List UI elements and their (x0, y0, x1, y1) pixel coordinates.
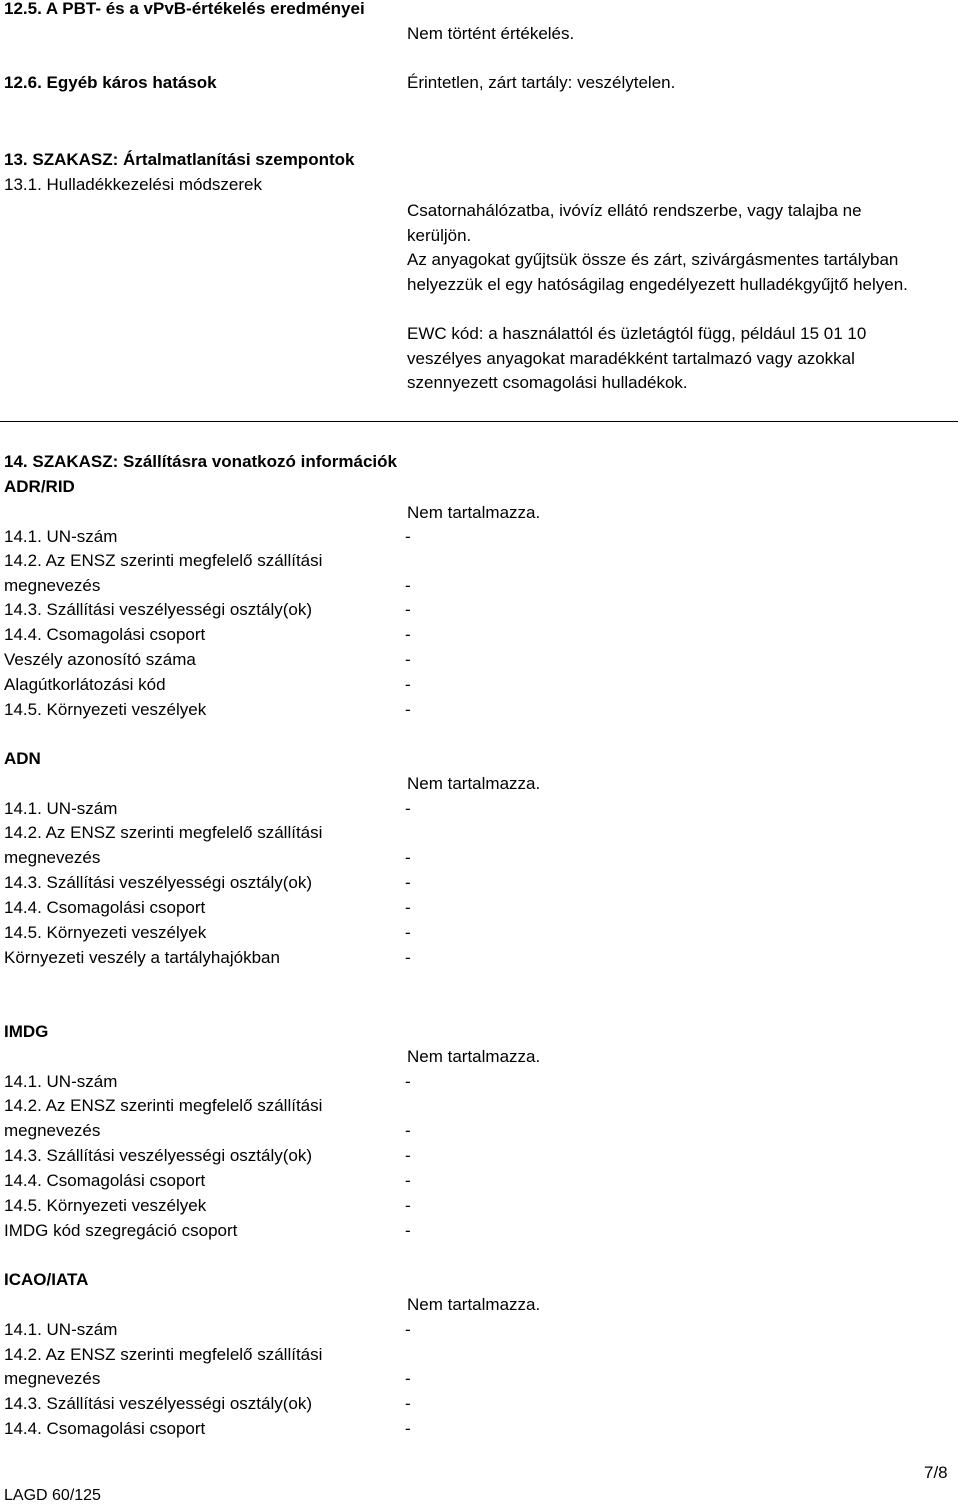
transport-row-label: 14.4. Csomagolási csoport (4, 898, 206, 917)
transport-row-value: - (405, 527, 411, 546)
section-divider (0, 421, 958, 422)
transport-row-value: - (405, 1196, 411, 1215)
transport-row-value: - (405, 1221, 411, 1240)
transport-row-value: - (405, 1394, 411, 1413)
other-effects-value: Érintetlen, zárt tartály: veszélytelen. (407, 73, 676, 92)
transport-row-label: 14.1. UN-szám (4, 527, 118, 546)
ewc-text-line: EWC kód: a használattól és üzletágtól függ, például 15 01 10 (407, 324, 867, 343)
adr-rid-note: Nem tartalmazza. (407, 503, 541, 522)
transport-row-value: - (405, 1072, 411, 1091)
other-effects-label: 12.6. Egyéb káros hatások (4, 73, 217, 92)
section-13-heading: 13. SZAKASZ: Ártalmatlanítási szempontok (4, 150, 355, 169)
adn-title: ADN (4, 749, 41, 768)
transport-row-label: 14.1. UN-szám (4, 1072, 118, 1091)
section-14-heading: 14. SZAKASZ: Szállításra vonatkozó információk (4, 452, 397, 471)
transport-row-label: Veszély azonosító száma (4, 650, 196, 669)
transport-row-label: 14.2. Az ENSZ szerinti megfelelő szállítási (4, 1096, 323, 1115)
ewc-text-line: veszélyes anyagokat maradékként tartalmazó vagy azokkal (407, 349, 855, 368)
transport-row-value: - (405, 948, 411, 967)
transport-row-value: - (405, 1171, 411, 1190)
transport-row-label: 14.3. Szállítási veszélyességi osztály(ok) (4, 1394, 313, 1413)
transport-row-value: - (405, 923, 411, 942)
transport-row-label: 14.3. Szállítási veszélyességi osztály(ok) (4, 873, 313, 892)
transport-row-value: - (405, 1369, 411, 1388)
adr-rid-title: ADR/RID (4, 477, 75, 496)
transport-row-label: megnevezés (4, 848, 101, 867)
transport-row-value: - (405, 873, 411, 892)
transport-row-value: - (405, 675, 411, 694)
imdg-title: IMDG (4, 1022, 49, 1041)
transport-row-label: IMDG kód szegregáció csoport (4, 1221, 238, 1240)
transport-row-label: 14.1. UN-szám (4, 1320, 118, 1339)
transport-row-value: - (405, 1320, 411, 1339)
transport-row-value: - (405, 650, 411, 669)
transport-row-value: - (405, 576, 411, 595)
transport-row-value: - (405, 898, 411, 917)
transport-row-label: 14.4. Csomagolási csoport (4, 1419, 206, 1438)
transport-row-label: megnevezés (4, 1369, 101, 1388)
imdg-note: Nem tartalmazza. (407, 1047, 541, 1066)
disposal-text-line: Csatornahálózatba, ivóvíz ellátó rendszerbe, vagy talajba ne (407, 201, 862, 220)
transport-row-value: - (405, 700, 411, 719)
transport-row-label: 14.5. Környezeti veszélyek (4, 1196, 207, 1215)
transport-row-label: 14.1. UN-szám (4, 799, 118, 818)
transport-row-label: 14.3. Szállítási veszélyességi osztály(ok) (4, 1146, 313, 1165)
adn-note: Nem tartalmazza. (407, 774, 541, 793)
transport-row-label: 14.2. Az ENSZ szerinti megfelelő szállítási (4, 823, 323, 842)
transport-row-label: 14.5. Környezeti veszélyek (4, 923, 207, 942)
transport-row-label: Környezeti veszély a tartályhajókban (4, 948, 280, 967)
ewc-text-line: szennyezett csomagolási hulladékok. (407, 373, 688, 392)
transport-row-label: 14.4. Csomagolási csoport (4, 1171, 206, 1190)
disposal-text-line: kerüljön. (407, 226, 472, 245)
transport-row-value: - (405, 1146, 411, 1165)
transport-row-label: 14.2. Az ENSZ szerinti megfelelő szállítási (4, 1345, 323, 1364)
section-13-1-subheading: 13.1. Hulladékkezelési módszerek (4, 175, 262, 194)
transport-row-label: megnevezés (4, 576, 101, 595)
transport-row-value: - (405, 600, 411, 619)
transport-row-label: 14.4. Csomagolási csoport (4, 625, 206, 644)
document-code: LAGD 60/125 (4, 1487, 101, 1504)
page-number: 7/8 (924, 1463, 948, 1482)
transport-row-value: - (405, 1419, 411, 1438)
transport-row-value: - (405, 625, 411, 644)
pbt-label: 12.5. A PBT- és a vPvB-értékelés eredményei (4, 0, 365, 18)
transport-row-label: 14.5. Környezeti veszélyek (4, 700, 207, 719)
pbt-value: Nem történt értékelés. (407, 24, 575, 43)
transport-row-value: - (405, 799, 411, 818)
icao-iata-title: ICAO/IATA (4, 1270, 89, 1289)
disposal-text-line: helyezzük el egy hatóságilag engedélyezett hulladékgyűjtő helyen. (407, 275, 908, 294)
transport-row-label: Alagútkorlátozási kód (4, 675, 166, 694)
transport-row-value: - (405, 848, 411, 867)
transport-row-label: 14.2. Az ENSZ szerinti megfelelő szállítási (4, 551, 323, 570)
transport-row-label: megnevezés (4, 1121, 101, 1140)
transport-row-value: - (405, 1121, 411, 1140)
transport-row-label: 14.3. Szállítási veszélyességi osztály(ok) (4, 600, 313, 619)
icao-iata-note: Nem tartalmazza. (407, 1295, 541, 1314)
disposal-text-line: Az anyagokat gyűjtsük össze és zárt, szivárgásmentes tartályban (407, 250, 899, 269)
